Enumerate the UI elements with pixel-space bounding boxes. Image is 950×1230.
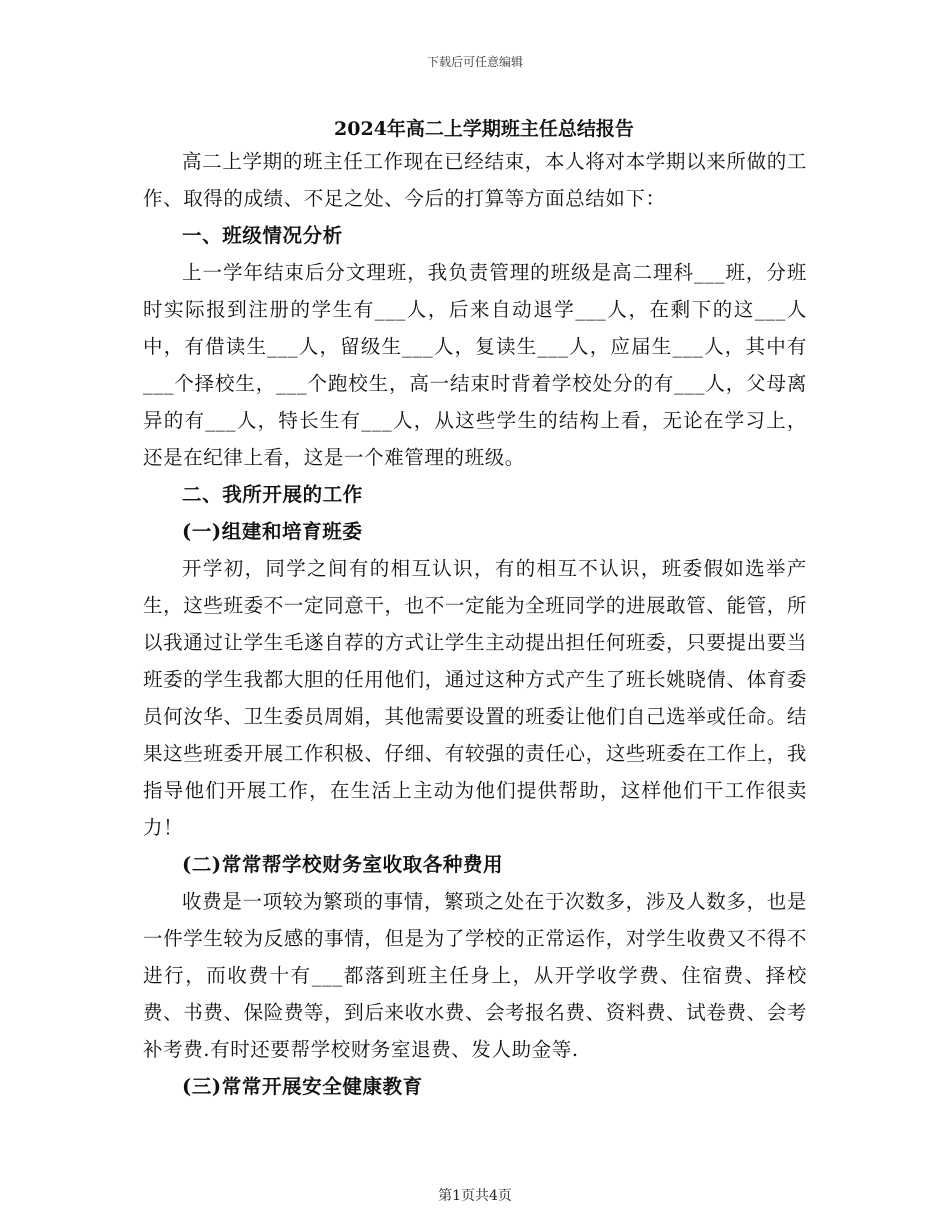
committee-paragraph: 开学初，同学之间有的相互认识，有的相互不认识，班委假如选举产生，这些班委不一定同意干，也不一定能为全班同学的进展敢管、能管，所以我通过让学生毛遂自荐的方式让学生主动提出担任何班委，只要提出要当班委的学生我都大胆的任用他们，通过这种方式产生了班长姚晓倩、体育委员何汝华、卫生委员周娟，其他需要设置的班委让他们自己选举或任命。结果这些班委开展工作积极、仔细、有较强的责任心，这些班委在工作上，我指导他们开展工作，在生活上主动为他们提供帮助，这样他们干工作很卖力！: [143, 557, 807, 839]
subsection-heading-committee: (一)组建和培育班委: [182, 520, 363, 543]
document-title: 2024年高二上学期班主任总结报告: [334, 118, 634, 140]
section-heading-class-analysis: 一、班级情况分析: [182, 224, 343, 247]
fees-paragraph: 收费是一项较为繁琐的事情，繁琐之处在于次数多，涉及人数多，也是一件学生较为反感的事情，但是为了学校的正常运作，对学生收费又不得不进行，而收费十有___都落到班主任身上，从开学收学费、住宿费、择校费、书费、保险费等，到后来收水费、会考报名费、资料费、试卷费、会考补考费.有时还要帮学校财务室退费、发人助金等.: [143, 890, 807, 1061]
subsection-heading-fees: (二)常常帮学校财务室收取各种费用: [182, 853, 504, 876]
section-heading-work: 二、我所开展的工作: [182, 483, 363, 506]
page-number-footer: 第1页共4页: [438, 1188, 512, 1204]
intro-paragraph: 高二上学期的班主任工作现在已经结束，本人将对本学期以来所做的工作、取得的成绩、不足之处、今后的打算等方面总结如下：: [143, 150, 807, 210]
subsection-heading-safety: (三)常常开展安全健康教育: [182, 1075, 423, 1098]
header-note: 下载后可任意编辑: [426, 55, 523, 69]
class-analysis-paragraph: 上一学年结束后分文理班，我负责管理的班级是高二理科___班，分班时实际报到注册的学生有___人，后来自动退学___人，在剩下的这___人中，有借读生___人，留级生___人，复读生___人，应届生___人，其中有___个择校生，___个跑校生，高一结束时背着学校处分的有___人，父母离异的有___人，特长生有___人，从这些学生的结构上看，无论在学习上，还是在纪律上看，这是一个难管理的班级。: [143, 261, 807, 469]
document-body: [143, 115, 807, 1105]
